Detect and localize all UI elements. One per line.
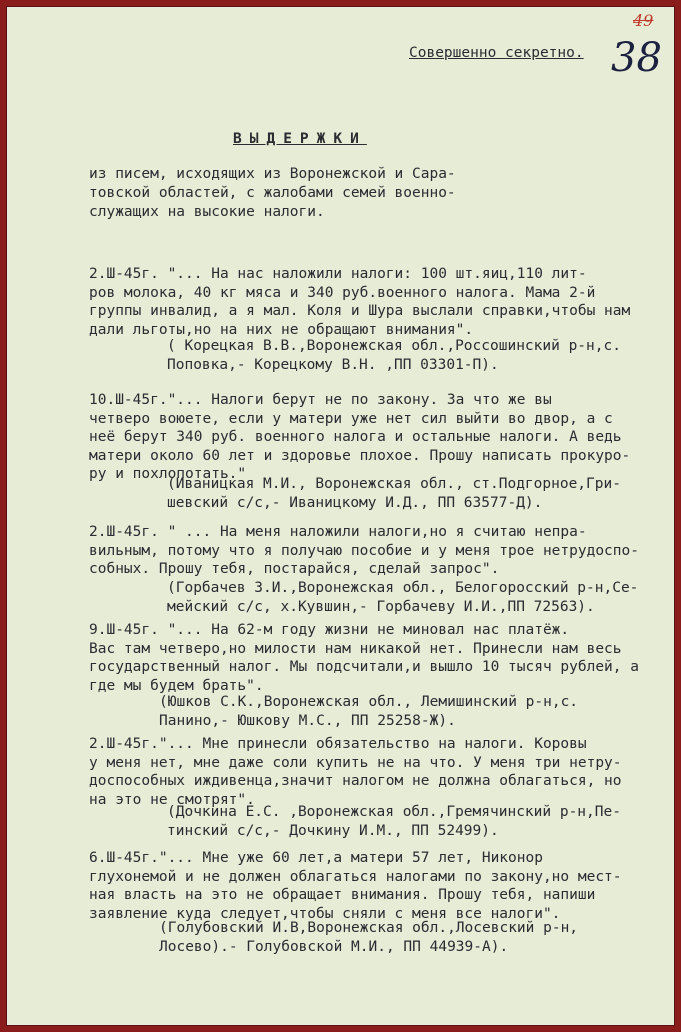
document-title: ВЫДЕРЖКИ <box>233 131 367 147</box>
letter-1-text: 2.Ш-45г. "... На нас наложили налоги: 100 шт.яиц,110 лит- ров молока, 40 кг мяса и 340 руб.военного налога. Мама 2-й группы инвалид, а я мал. Коля и Шура выслали справки,чтобы нам дали льготы,но на них не обращают внимания". <box>89 266 631 338</box>
letter-4-text: 9.Ш-45г. "... На 62-м году жизни не миновал нас платёж. Вас там четверо,но милости нам никакой нет. Принесли нам весь государственный налог. Мы подсчитали,и вышло 10 тысяч рублей, а где мы будем брать". <box>89 622 639 694</box>
document-page <box>6 6 675 1026</box>
letter-6-text: 6.Ш-45г."... Мне уже 60 лет,а матери 57 лет, Никонор глухонемой и не должен облагаться налогами по закону,но мест- ная власть на это не обращает внимания. Прошу тебя, напиши заявление куда следует,чтобы сняли с меня все налоги". <box>89 850 622 922</box>
secrecy-label: Совершенно секретно. <box>409 45 584 61</box>
archive-number-red: 49 <box>633 11 654 30</box>
letter-5-text: 2.Ш-45г."... Мне принесли обязательство на налоги. Коровы у меня нет, мне даже соли купить не на что. У меня три нетру- доспособных иждивенца,значит налогом не должна облагаться, но на это не смотрят". <box>89 736 622 808</box>
letter-2-text: 10.Ш-45г."... Налоги берут не по закону. За что же вы четверо воюете, если у матери уже нет сил выйти во двор, а с неё берут 340 руб. военного налога и остальные налоги. А ведь матери около 60 лет и здоровье плохое. Прошу написать прокуро- ру и похлопотать." <box>89 392 631 482</box>
letter-6-attribution: (Голубовский И.В,Воронежская обл.,Лосевский р-н, Лосево).- Голубовской М.И., ПП 44939-А). <box>159 920 579 955</box>
letter-5-attribution: (Дочкина Е.С. ,Воронежская обл.,Гремячинский р-н,Пе- тинский с/с,- Дочкину И.М., ПП 52499). <box>167 804 621 839</box>
letter-3-attribution: (Горбачев З.И.,Воронежская обл., Белогоросский р-н,Се- мейский с/с, х.Кувшин,- Горбачеву И.И.,ПП 72563). <box>167 580 639 615</box>
letter-1-attribution: ( Корецкая В.В.,Воронежская обл.,Россошинский р-н,с. Поповка,- Корецкому В.Н. ,ПП 03301-П). <box>167 338 621 373</box>
archive-number-handwritten: 38 <box>611 35 662 81</box>
letter-3-text: 2.Ш-45г. " ... На меня наложили налоги,но я считаю непра- вильным, потому что я получаю пособие и у меня трое нетрудоспо- собных. Прошу тебя, постарайся, сделай запрос". <box>89 524 639 577</box>
document-subtitle: из писем, исходящих из Воронежской и Сара- товской областей, с жалобами семей военно- служащих на высокие налоги. <box>89 166 456 220</box>
letter-2-attribution: (Иваницкая М.И., Воронежская обл., ст.Подгорное,Гри- шевский с/с,- Иваницкому И.Д., ПП 63577-Д). <box>167 476 621 511</box>
letter-4-attribution: (Юшков С.К.,Воронежская обл., Лемишинский р-н,с. Панино,- Юшкову М.С., ПП 25258-Ж). <box>159 694 579 729</box>
